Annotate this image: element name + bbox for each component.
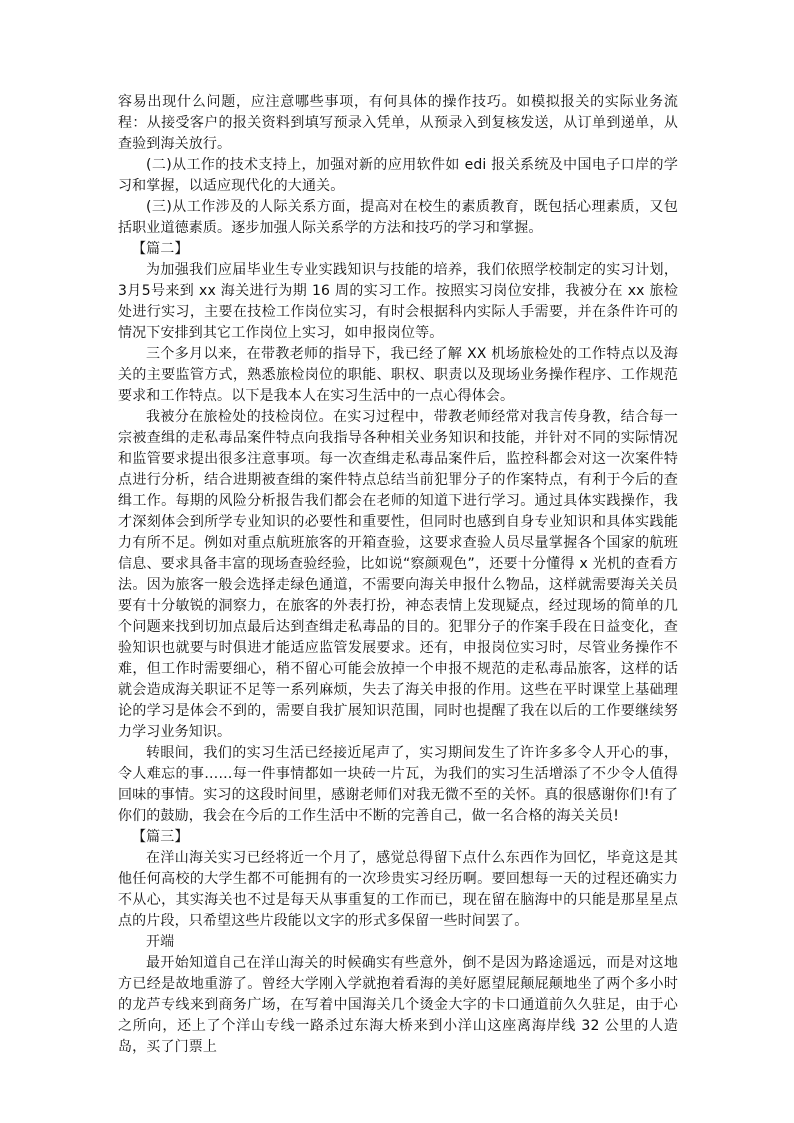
paragraph-point-three: (三)从工作涉及的人际关系方面，提高对在校生的素质教育，既包括心理素质，又包括职业道德素质。逐步加强人际关系学的方法和技巧的学习和掌握。 [118, 199, 678, 236]
paragraph-continuation: 容易出现什么问题，应注意哪些事项，有何具体的操作技巧。如模拟报关的实际业务流程：从接受客户的报关资料到填写预录入凭单，从预录入到复核发送，从订单到递单，从查验到海关放行。 [118, 94, 678, 152]
paragraph-beginning-story: 最开始知道自己在洋山海关的时候确实有些意外，倒不是因为路途遥远，而是对这地方已经是故地重游了。曾经大学刚入学就抱着看海的美好愿望屁颠屁颠地坐了两个多小时的龙芦专线来到商务广场，在写着中国海关几个烫金大字的卡口通道前久久驻足，由于心之所向，还上了个洋山专线一路杀过东海大桥来到小洋山这座离海岸线 32 公里的人造岛，买了门票上 [118, 955, 678, 1055]
paragraph-internship-plan: 为加强我们应届毕业生专业实践知识与技能的培养，我们依照学校制定的实习计划，3月5号来到 xx 海关进行为期 16 周的实习工作。按照实习岗位安排，我被分在 xx 旅检处进行实习，主要在技检工作岗位实习，有时会根据科内实际人手需要，并在条件许可的情况下安排到其它工作岗位上实习，如申报岗位等。 [118, 262, 678, 341]
paragraph-inspection-post: 我被分在旅检处的技检岗位。在实习过程中，带教老师经常对我言传身教，结合每一宗被查缉的走私毒品案件特点向我指导各种相关业务知识和技能，并针对不同的实际情况和监管要求提出很多注意事项。每一次查缉走私毒品案件后，监控科都会对这一次案件特点进行分析，结合进期被查缉的案件特点总结当前犯罪分子的作案特点，有利于今后的查缉工作。每期的风险分析报告我们都会在老师的知道下进行学习。通过具体实践操作，我才深刻体会到所学专业知识的必要性和重要性，但同时也感到自身专业知识和具体实践能力有所不足。例如对重点航班旅客的开箱查验，这要求查验人员尽量掌握各个国家的航班信息、要求具备丰富的现场查验经验，比如说“察颜观色”，还要十分懂得 x 光机的查看方法。因为旅客一般会选择走绿色通道，不需要向海关申报什么物品，这样就需要海关关员要有十分敏锐的洞察力，在旅客的外表打扮，神态表情上发现疑点，经过现场的简单的几个问题来找到切加点最后达到查缉走私毒品的目的。犯罪分子的作案手段在日益变化，查验知识也就要与时俱进才能适应监管发展要求。还有，申报岗位实习时，尽管业务操作不难，但工作时需要细心，稍不留心可能会放掉一个申报不规范的走私毒品旅客，这样的话就会造成海关职证不足等一系列麻烦，失去了海关申报的作用。这些在平时课堂上基础理论的学习是体会不到的，需要自我扩展知识范围，同时也提醒了我在以后的工作要继续努力学习业务知识。 [118, 409, 678, 740]
paragraph-point-two: (二)从工作的技术支持上，加强对新的应用软件如 edi 报关系统及中国电子口岸的学习和掌握，以适应现代化的大通关。 [118, 157, 678, 194]
paragraph-yangshan-intro: 在洋山海关实习已经将近一个月了，感觉总得留下点什么东西作为回忆，毕竟这是其他任何高校的大学生都不可能拥有的一次珍贵实习经历啊。要回想每一天的过程还确实力不从心，其实海关也不过是每天从事重复的工作而已，现在留在脑海中的只能是那星星点点的片段，只希望这些片段能以文字的形式多保留一些时间罢了。 [118, 850, 678, 929]
section-heading-part-three: 【篇三】 [132, 829, 189, 845]
paragraph-three-months: 三个多月以来，在带教老师的指导下，我已经了解 XX 机场旅检处的工作特点以及海关的主要监管方式，熟悉旅检岗位的职能、职权、职责以及现场业务操作程序、工作规范要求和工作特点。以下是我本人在实习生活中的一点心得体会。 [118, 346, 678, 404]
document-page [118, 92, 678, 1058]
subheading-beginning: 开端 [146, 934, 175, 950]
section-heading-part-two: 【篇二】 [132, 241, 189, 257]
paragraph-closing-thanks: 转眼间，我们的实习生活已经接近尾声了，实习期间发生了许许多多令人开心的事，令人难忘的事……每一件事情都如一块砖一片瓦，为我们的实习生活增添了不少令人值得回味的事情。实习的这段时间里，感谢老师们对我无微不至的关怀。真的很感谢你们!有了你们的鼓励，我会在今后的工作生活中不断的完善自己，做一名合格的海关关员! [118, 745, 678, 824]
